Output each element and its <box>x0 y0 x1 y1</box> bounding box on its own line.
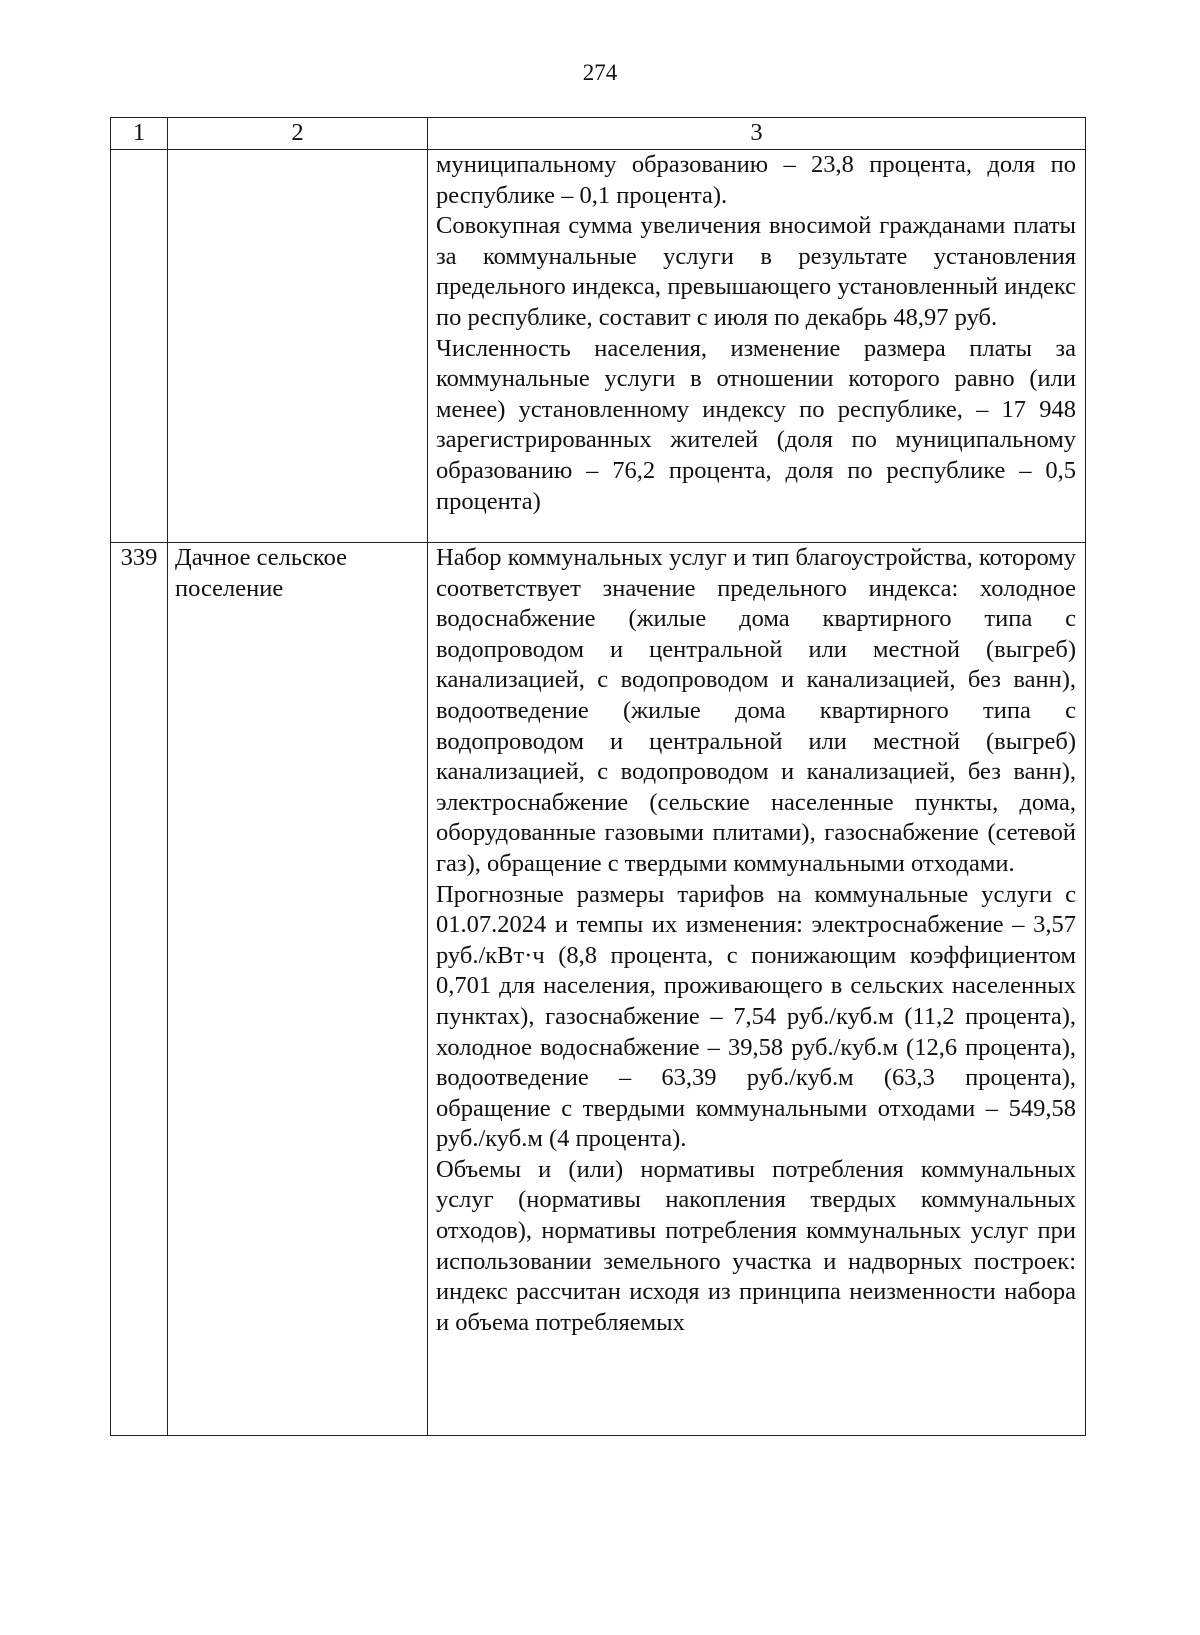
description-paragraph: Набор коммунальных услуг и тип благоустройства, которому соответствует значение предельного индекса: холодное водоснабжение (жилые дома квартирного типа с водопроводом и центральной или местной (выгреб) канализацией, с водопроводом и канализацией, без ванн), водоотведение (жилые дома квартирного типа с водопроводом и центральной или местной (выгреб) канализацией, с водопроводом и канализацией, без ванн), электроснабжение (сельские населенные пункты, дома, оборудованные газовыми плитами), газоснабжение (сетевой газ), обращение с твердыми коммунальными отходами. <box>436 544 1076 877</box>
column-header-3: 3 <box>428 118 1086 150</box>
table-row <box>111 543 1086 1436</box>
description-paragraph: Численность населения, изменение размера платы за коммунальные услуги в отношении которого равно (или менее) установленному индексу по республике, – 17 948 зарегистрированных жителей (доля по муниципальному образованию – 76,2 процента, доля по республике – 0,5 процента) <box>436 334 1076 515</box>
description-paragraph: муниципальному образованию – 23,8 процента, доля по республике – 0,1 процента). <box>436 151 1076 209</box>
municipality-name-cell: Дачное сельское поселение <box>168 543 428 1436</box>
description-paragraph: Объемы и (или) нормативы потребления коммунальных услуг (нормативы накопления твердых коммунальных отходов), нормативы потребления коммунальных услуг при использовании земельного участка и надворных построек: индекс рассчитан исходя из принципа неизменности набора и объема потребляемых <box>436 1155 1076 1336</box>
description-paragraph: Совокупная сумма увеличения вносимой гражданами платы за коммунальные услуги в результате установления предельного индекса, превышающего установленный индекс по республике, составит с июля по декабрь 48,97 руб. <box>436 212 1076 331</box>
municipality-name-cell <box>168 150 428 543</box>
row-number-cell <box>111 150 168 543</box>
row-number-cell: 339 <box>111 543 168 1436</box>
table-row <box>111 150 1086 543</box>
description-cell <box>428 150 1086 543</box>
description-cell <box>428 543 1086 1436</box>
page-number: 274 <box>582 60 618 85</box>
document-table <box>110 117 1086 1436</box>
column-header-1: 1 <box>111 118 168 150</box>
table-header-row <box>111 118 1086 150</box>
description-paragraph: Прогнозные размеры тарифов на коммунальные услуги с 01.07.2024 и темпы их изменения: электроснабжение – 3,57 руб./кВт·ч (8,8 процента, с понижающим коэффициентом 0,701 для населения, проживающего в сельских населенных пунктах), газоснабжение – 7,54 руб./куб.м (11,2 процента), холодное водоснабжение – 39,58 руб./куб.м (12,6 процента), водоотведение – 63,39 руб./куб.м (63,3 процента), обращение с твердыми коммунальными отходами – 549,58 руб./куб.м (4 процента). <box>436 880 1076 1153</box>
column-header-2: 2 <box>168 118 428 150</box>
